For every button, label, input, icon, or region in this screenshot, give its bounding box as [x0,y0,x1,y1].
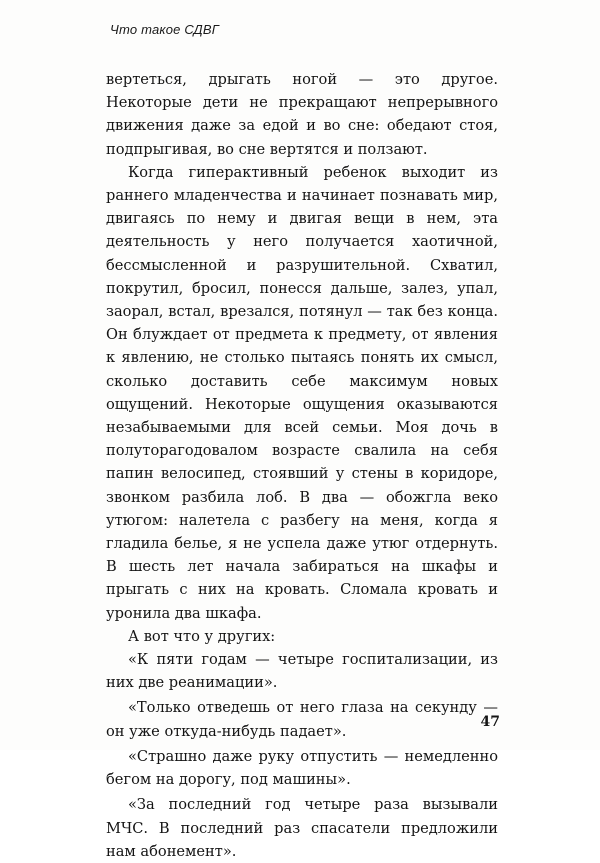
quote-4: «За последний год четыре раза вызывали МЧС. В последний раз спасатели предложили нам абонемент». [106,796,498,860]
quote-1: «К пяти годам — четыре госпитализации, из них две реанимации». [106,651,498,692]
paragraph-2: Когда гиперактивный ребенок выходит из раннего младенчества и начинает познавать мир, двигаясь по нему и двигая вещи в нем, эта деятельность у него получается хаотичной, бессмысленной и разрушительной. Схватил, покрутил, бросил, понесся дальше, залез, упал, заорал, встал, врезался, потянул — так без конца. Он блуждает от предмета к предмету, от явления к явлению, не столько пытаясь понять их смысл, сколько доставить себе максимум новых ощущений. Некоторые ощущения оказываются незабываемыми для всей семьи. Моя дочь в полуторагодовалом возрасте свалила на себя папин велосипед, стоявший у стены в коридоре, звонком разбила лоб. В два — обожгла веко утюгом: налетела с разбегу на меня, когда я гладила белье, я не успела даже утюг отдернуть. В шесть лет начала забираться на шкафы и прыгать с них на кровать. Сломала кровать и уронила два шкафа. [106,163,498,622]
paragraph-1: вертеться, дрыгать ногой — это другое. Некоторые дети не прекращают непрерывного движения даже за едой и во сне: обедают стоя, подпрыгивая, во сне вертятся и ползают. [106,71,498,158]
page-number: 47 [480,714,500,730]
quote-2: «Только отведешь от него глаза на секунду — он уже откуда-нибудь падает». [106,699,498,740]
running-head: Что такое СДВГ [110,22,220,37]
body-text [106,68,498,863]
paragraph-3: А вот что у других: [128,627,276,645]
quote-3: «Страшно даже руку отпустить — немедленно бегом на дорогу, под машины». [106,747,498,789]
